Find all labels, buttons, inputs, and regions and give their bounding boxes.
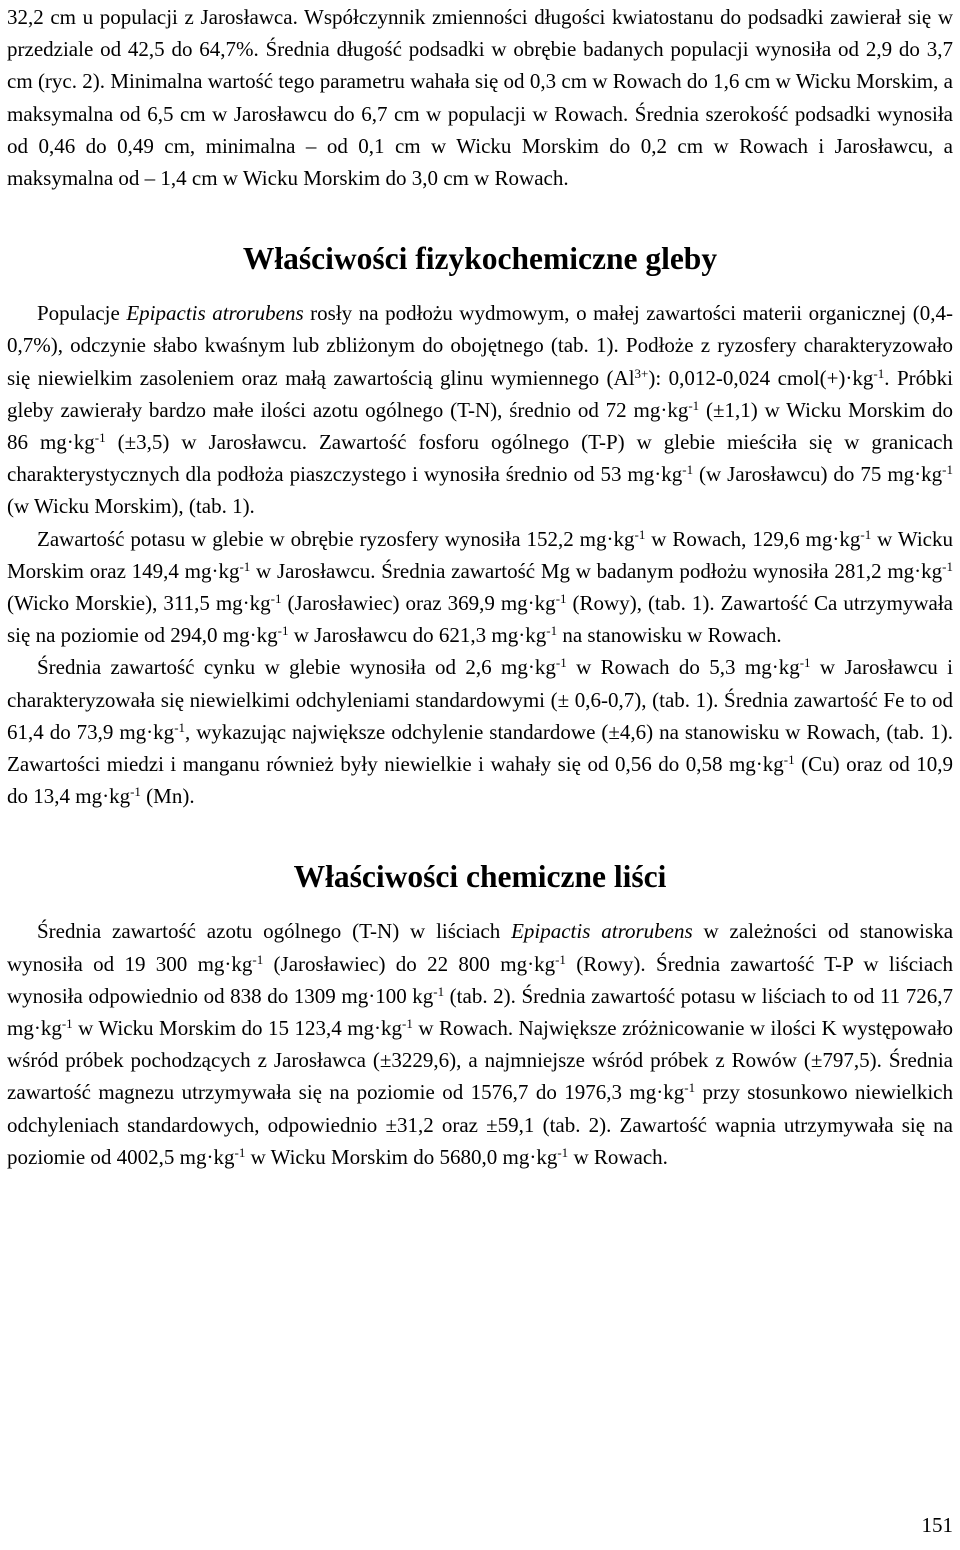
- superscript: -1: [402, 1016, 413, 1032]
- section-heading-soil: Właściwości fizykochemiczne gleby: [242, 241, 718, 277]
- text-run: (±3,5) w Jarosławcu. Zawartość fosforu ogólnego (T-P) w glebie mieściła się w granicach charakterystycznych dla podłoża piaszczystego i wynosiła średnio od 53 mg·kg: [7, 430, 953, 487]
- text-run: w Wicku Morskim do 15 123,4 mg·kg: [72, 1016, 403, 1041]
- text-run: Średnia zawartość azotu ogólnego (T-N) w liściach: [37, 919, 512, 944]
- superscript: -1: [860, 526, 872, 542]
- document-page: [7, 0, 953, 1173]
- superscript: -1: [555, 951, 566, 967]
- paragraph-leaf-chemistry: [7, 915, 953, 1173]
- text-run: w Rowach, 129,6 mg·kg: [645, 526, 861, 551]
- text-run: , wykazując największe odchylenie standardowe (±4,6) na stanowisku w Rowach, (tab. 1). Zawartości miedzi i manganu również były niewielkie i wahały się od 0,56 do 0,58 mg·kg: [7, 719, 954, 777]
- text-run: Zawartość potasu w glebie w obrębie ryzosfery wynosiła 152,2 mg·kg: [37, 526, 635, 551]
- text-run: Średnia zawartość cynku w glebie wynosiła od 2,6 mg·kg: [37, 655, 556, 680]
- paragraph-soil-microelements: [7, 651, 953, 812]
- superscript: -1: [433, 983, 445, 999]
- superscript: -1: [239, 558, 251, 574]
- superscript: -1: [682, 462, 694, 478]
- text-run: na stanowisku w Rowach.: [557, 623, 782, 648]
- text-run: (Rowy), (tab. 1). Zawartość Ca utrzymywała się na poziomie od 294,0 mg·kg: [7, 591, 953, 648]
- text-run: . Próbki gleby zawierały bardzo małe ilości azotu ogólnego (T-N), średnio od 72 mg·kg: [7, 365, 953, 422]
- superscript: -1: [234, 1144, 246, 1160]
- superscript: -1: [684, 1080, 696, 1096]
- text-run: w zależności od stanowiska wynosiła od 19 300 mg·kg: [7, 919, 954, 976]
- text-run: w Rowach do 5,3 mg·kg: [566, 655, 800, 680]
- text-run: (w Wicku Morskim), (tab. 1).: [7, 494, 255, 519]
- text-run: ): 0,012-0,024 cmol(+)·kg: [648, 365, 874, 390]
- text-run: w Rowach.: [568, 1144, 668, 1169]
- text-run: rosły na podłożu wydmowym, o małej zawartości materii organicznej (0,4-0,7%), odczynie słabo kwaśnym lub zbliżonym do obojętnego (tab. 1). Podłoże z ryzosfery charakteryzowało się niewielkim zasoleniem oraz małą zawartością glinu wymiennego (Al: [7, 301, 953, 390]
- section-heading-leaves: Właściwości chemiczne liści: [293, 859, 667, 895]
- text-run: 32,2 cm u populacji z Jarosławca. Współczynnik zmienności długości kwiatostanu do podsadki zawierał się w przedziale od 42,5 do 64,7%. Średnia długość podsadki w obrębie badanych populacji wynosiła od 2,9 do 3,7 cm (ryc. 2). Minimalna wartość tego parametru wahała się od 0,3 cm w Rowach do 1,6 cm w Wicku Morskim, a maksymalna od 6,5 cm w Jarosławcu do 6,7 cm w populacji w Rowach. Średnia szerokość podsadki wynosiła od 0,46 do 0,49 cm, minimalna – od 0,1 cm w Wicku Morskim do 0,2 cm w Rowach i Jarosławcu, a maksymalna od – 1,4 cm w Wicku Morskim do 3,0 cm w Rowach.: [7, 5, 953, 191]
- text-run: w Wicku Morskim oraz 149,4 mg·kg: [7, 526, 954, 583]
- text-run: (Wicko Morskie), 311,5 mg·kg: [7, 591, 271, 616]
- superscript: -1: [252, 951, 264, 967]
- superscript: -1: [942, 558, 953, 574]
- text-run: Populacje: [37, 301, 127, 326]
- superscript: -1: [799, 655, 811, 671]
- paragraph-bract-measurements: [7, 1, 953, 194]
- superscript: -1: [783, 752, 795, 768]
- species-name: Epipactis atrorubens: [126, 301, 304, 326]
- superscript: 3+: [634, 365, 649, 381]
- superscript: -1: [555, 655, 567, 671]
- text-run: (tab. 2). Średnia zawartość potasu w liściach to od 11 726,7 mg·kg: [7, 983, 953, 1041]
- page-number: 151: [921, 1513, 953, 1537]
- species-name: Epipactis atrorubens: [511, 919, 693, 944]
- superscript: -1: [688, 397, 700, 413]
- text-run: (Mn).: [140, 784, 195, 809]
- paragraph-soil-potassium-magnesium-calcium: [7, 523, 953, 652]
- superscript: -1: [546, 623, 558, 639]
- text-run: (Jarosławiec) oraz 369,9 mg·kg: [281, 591, 556, 616]
- text-run: w Jarosławcu. Średnia zawartość Mg w badanym podłożu wynosiła 281,2 mg·kg: [250, 558, 943, 583]
- text-run: w Jarosławcu do 621,3 mg·kg: [288, 623, 547, 648]
- superscript: -1: [942, 462, 953, 478]
- text-run: (Jarosławiec) do 22 800 mg·kg: [263, 951, 556, 976]
- superscript: -1: [873, 365, 885, 381]
- text-run: (Rowy). Średnia zawartość T-P w liściach wynosiła odpowiednio od 838 do 1309 mg·100 kg: [7, 951, 954, 1008]
- superscript: -1: [174, 719, 186, 735]
- text-run: w Wicku Morskim do 5680,0 mg·kg: [245, 1144, 558, 1169]
- text-run: przy stosunkowo niewielkich odchyleniach standardowych, odpowiednio ±31,2 oraz ±59,1 (tab. 2). Zawartość wapnia utrzymywała się na poziomie od 4002,5 mg·kg: [7, 1080, 953, 1169]
- superscript: -1: [270, 591, 282, 607]
- superscript: -1: [557, 1144, 569, 1160]
- superscript: -1: [94, 430, 106, 446]
- text-run: (Cu) oraz od 10,9 do 13,4 mg·kg: [7, 752, 953, 809]
- text-run: (w Jarosławcu) do 75 mg·kg: [693, 462, 943, 487]
- text-run: (±1,1) w Wicku Morskim do 86 mg·kg: [7, 397, 953, 455]
- text-run: w Jarosławcu i charakteryzowała się niewielkimi odchyleniami standardowymi (± 0,6-0,7), (tab. 1). Średnia zawartość Fe to od 61,4 do 73,9 mg·kg: [7, 655, 953, 744]
- superscript: -1: [634, 526, 646, 542]
- superscript: -1: [61, 1016, 73, 1032]
- text-run: w Rowach. Największe zróżnicowanie w ilości K występowało wśród próbek pochodzących z Jarosławca (±3229,6), a najmniejsze wśród próbek z Rowów (±797,5). Średnia zawartość magnezu utrzymywała się na poziomie od 1576,7 do 1976,3 mg·kg: [7, 1016, 953, 1105]
- superscript: -1: [277, 623, 289, 639]
- paragraph-soil-properties: [7, 297, 953, 522]
- superscript: -1: [555, 591, 567, 607]
- superscript: -1: [130, 784, 141, 800]
